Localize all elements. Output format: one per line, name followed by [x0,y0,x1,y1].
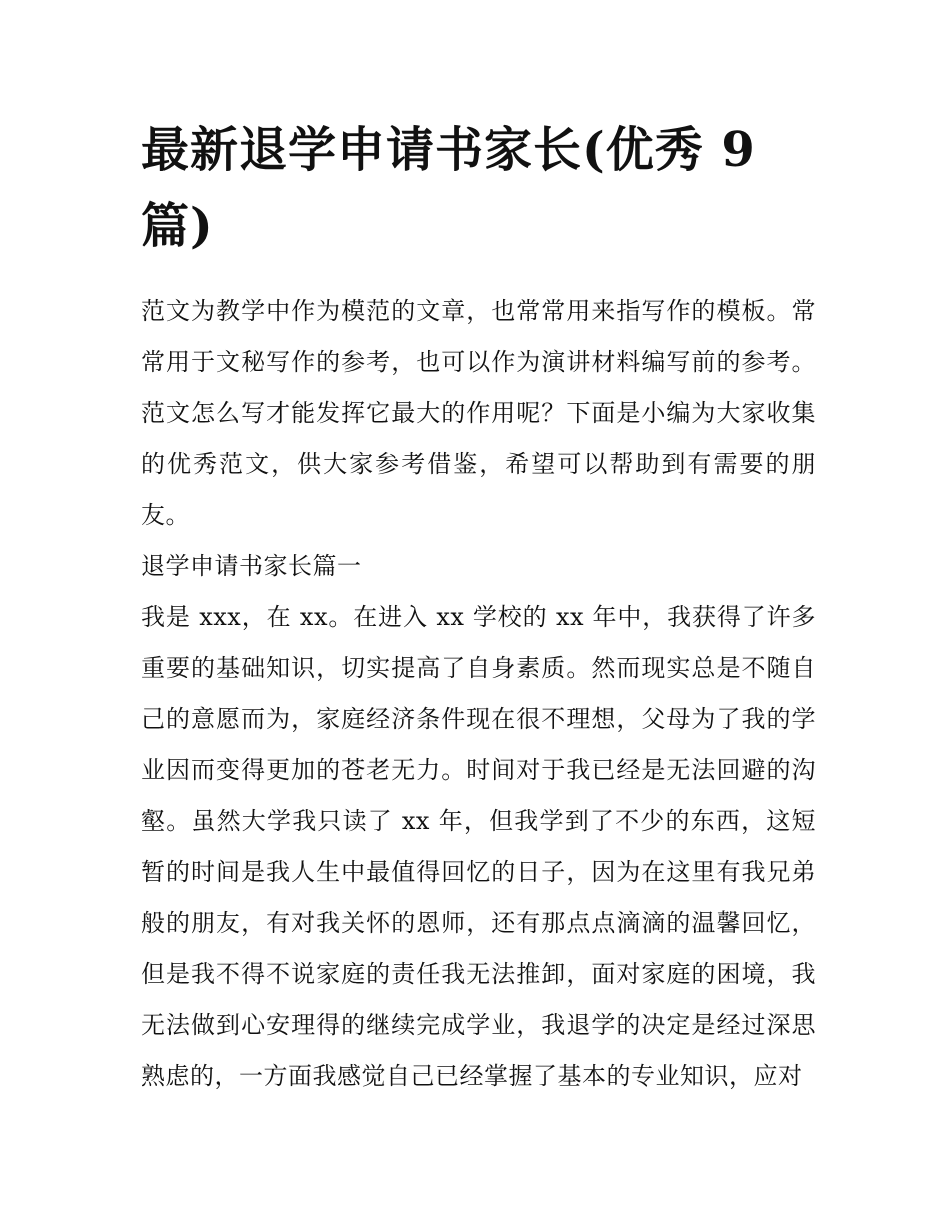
intro-paragraph: 范文为教学中作为模范的文章，也常常用来指写作的模板。常常用于文秘写作的参考，也可以作为演讲材料编写前的参考。范文怎么写才能发挥它最大的作用呢？下面是小编为大家收集的优秀范文，供大家参考借鉴，希望可以帮助到有需要的朋友。 [141,297,816,529]
document-title: 最新退学申请书家长(优秀 9 篇) [141,122,756,254]
body-paragraph: 我是 xxx，在 xx。在进入 xx 学校的 xx 年中，我获得了许多重要的基础知识，切实提高了自身素质。然而现实总是不随自己的意愿而为，家庭经济条件现在很不理想，父母为了我的学业因而变得更加的苍老无力。时间对于我已经是无法回避的沟壑。虽然大学我只读了 xx 年，但我学到了不少的东西，这短暂的时间是我人生中最值得回忆的日子，因为在这里有我兄弟般的朋友，有对我关怀的恩师，还有那点点滴滴的温馨回忆，但是我不得不说家庭的责任我无法推卸，面对家庭的困境，我无法做到心安理得的继续完成学业，我退学的决定是经过深思熟虑的，一方面我感觉自己已经掌握了基本的专业知识，应对 [141,603,816,1090]
section-heading: 退学申请书家长篇一 [141,552,362,580]
document-content [141,112,816,1102]
